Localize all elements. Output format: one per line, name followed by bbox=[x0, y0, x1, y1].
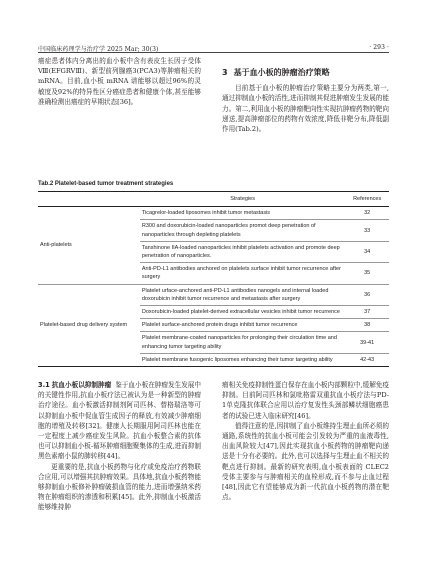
strategy-cell: Anti-PD-L1 antibodies anchored on platelets surface inhibit tumor recurrence after surgery bbox=[140, 263, 345, 284]
strategy-cell: Ticagrelor-loaded liposomes inhibit tumor metastasis bbox=[140, 207, 345, 220]
subsection-title: 抗血小板以抑制肿瘤 bbox=[51, 381, 112, 389]
paragraph-text: 鉴于血小板在肿瘤发生发展中的关键性作用,抗血小板疗法已被认为是一种新型的肿瘤治疗途径。血小板激活抑制剂阿司匹林、替格瑞洛等可以抑制血小板中促血管生成因子的释放,有效减少肿瘤细胞的增殖及转移[32]。健康人长期服用阿司匹林也能在一定程度上减少癌症发生风险。抗血小板整合素的抗体也可以抑制血小板-循环肿瘤细胞聚集体的生成,进而抑制黑色素瘤小鼠的肺转移[44]。 bbox=[38, 381, 201, 461]
left-column-top bbox=[38, 56, 201, 107]
subsection-number: 3.1 bbox=[38, 381, 50, 389]
group-label: Platelet-based drug delivery system bbox=[38, 284, 140, 366]
journal-header: 中国临床药理学与治疗学 2025 Mar; 30(3) bbox=[38, 46, 159, 53]
header-rule bbox=[38, 52, 389, 53]
strategy-cell: Doxorubicin-loaded platelet-derived extracellular vesicles inhibit tumor recurrence bbox=[140, 306, 345, 319]
right-column-top bbox=[222, 68, 389, 134]
reference-cell: 34 bbox=[345, 241, 389, 262]
strategy-cell: Platelet membrane-coated nanoparticles for prolonging their circulation time and enhancing tumor targeting ability bbox=[140, 332, 345, 353]
paragraph: 值得注意的是,因抑制了血小板维持生理止血所必须的通路,系统性的抗血小板可能会引发较为严重的血液毒性,出血风险较大[47],因此实现抗血小板药物的肿瘤靶向递送是十分有必要的。此外,也可以选择与生理止血不相关的靶点进行抑制。最新的研究表明,血小板表面的 CLEC2 受体主要参与与肿瘤相关的血栓形成,而不参与止血过程[48],因此它有望能够成为新一代抗血小板药物的潜在靶点。 bbox=[222, 421, 389, 502]
section-title: 基于血小板的肿瘤治疗策略 bbox=[233, 68, 330, 77]
reference-cell: 42-43 bbox=[345, 353, 389, 366]
table-header-strategies: Strategies bbox=[140, 192, 345, 207]
reference-cell: 36 bbox=[345, 284, 389, 305]
reference-cell: 38 bbox=[345, 319, 389, 332]
strategy-cell: Platelet membrane fusogenic liposomes enhancing their tumor targeting ability bbox=[140, 353, 345, 366]
reference-cell: 33 bbox=[345, 220, 389, 241]
table-header-group bbox=[38, 192, 140, 207]
reference-cell: 35 bbox=[345, 263, 389, 284]
section-heading bbox=[222, 68, 389, 78]
strategy-cell: Tanshinone IIA-loaded nanoparticles inhibit platelets activation and promote deep penetration of nanoparticles. bbox=[140, 241, 345, 262]
reference-cell: 37 bbox=[345, 306, 389, 319]
paragraph: 更重要的是,抗血小板药物与化疗或免疫治疗药物联合应用,可以增强其抗肿瘤效果。具体地,抗血小板药物能够抑制血小板修补肿瘤破损血管的能力,进而增强纳米药物在肿瘤组织的渗透和积累[45]。此外,抑制血小板激活能够维持肿 bbox=[38, 462, 201, 512]
left-column-bottom bbox=[38, 380, 201, 513]
paragraph: 瘤相关免疫抑制性蛋白保存在血小板内部颗粒中,缓解免疫抑制。目前阿司匹林和氯吡格雷双重抗血小板疗法与PD-1单克隆抗体联合应用以治疗复发性头颈部鳞状细胞癌患者的试验已进入临床研究[46]。 bbox=[222, 381, 389, 420]
table-header-references: References bbox=[345, 192, 389, 207]
table-row bbox=[38, 284, 389, 305]
paragraph bbox=[38, 380, 201, 462]
reference-cell: 32 bbox=[345, 207, 389, 220]
paragraph: 癌症患者体内分离出的血小板中含有表皮生长因子受体Ⅷ(EFGRVⅢ)、新型前列腺癌3(PCA3)等肿瘤相关的 mRNA。目前,血小板 mRNA 谱能够以超过96%的灵敏度及92%的特异性区分癌症患者和健康个体,甚至能够准确检测出癌症的早期状态[36]。 bbox=[38, 57, 201, 106]
reference-cell: 39-41 bbox=[345, 332, 389, 353]
table-row bbox=[38, 207, 389, 220]
paragraph: 目前基于血小板的肿瘤治疗策略主要分为两类,第一,通过抑制血小板的活性,进而抑制其促进肿瘤发生发展的能力。第二,利用血小板的肿瘤靶向性实现抗肿瘤药物的靶向递送,提高肿瘤部位的药物有效浓度,降低非靶分布,降低副作用(Tab.2)。 bbox=[222, 84, 389, 134]
section-number: 3 bbox=[222, 68, 228, 77]
strategy-cell: Platelet urface-anchored anti-PD-L1 antibodies nanogels and internal loaded doxorubicin inhibit tumor recurrence and metastasis after surgery bbox=[140, 284, 345, 305]
strategy-cell: R300 and doxorubicin-loaded nanoparticles promot deep penetration of nanoparticles through depleting platelets bbox=[140, 220, 345, 241]
table-caption: Tab.2 Platelet-based tumor treatment strategies bbox=[38, 181, 174, 187]
strategies-table bbox=[38, 191, 389, 367]
strategy-cell: Platelet surface-anchored protein drugs inhibit tumor recurrence bbox=[140, 319, 345, 332]
page-number: · 293 · bbox=[369, 44, 389, 51]
group-label: Anti-platelets bbox=[38, 207, 140, 284]
right-column-bottom bbox=[222, 380, 389, 502]
